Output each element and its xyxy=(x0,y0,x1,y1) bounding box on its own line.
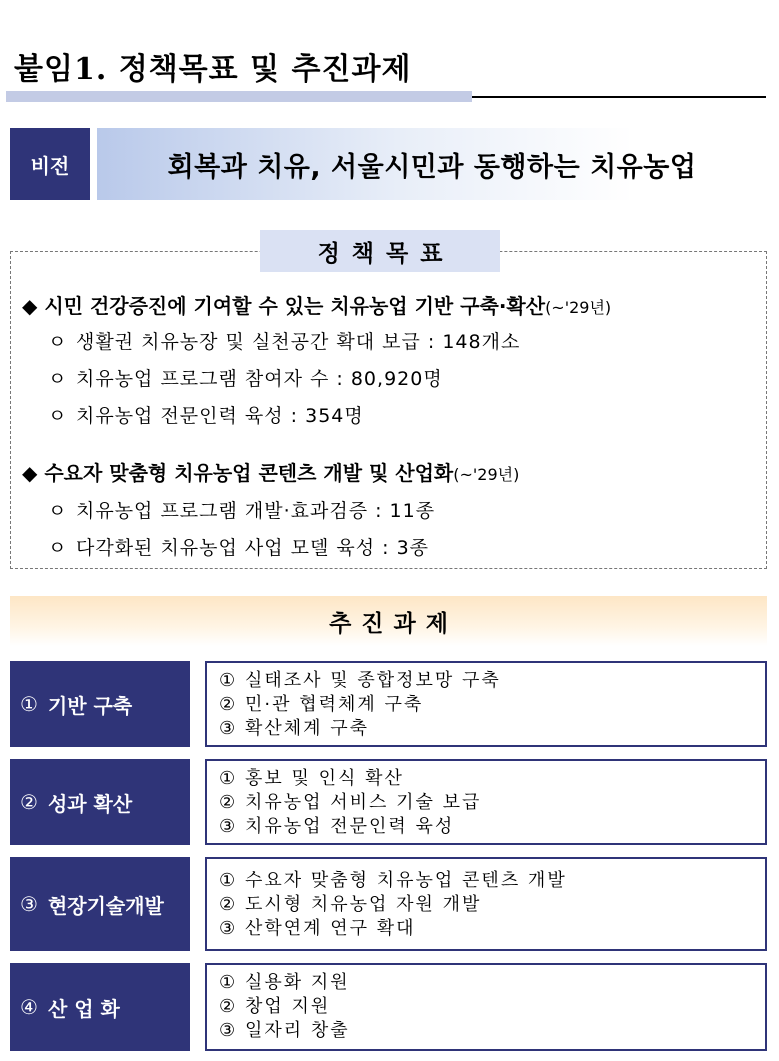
goal-heading-text: 시민 건강증진에 기여할 수 있는 치유농업 기반 구축·확산 xyxy=(44,294,546,318)
task-detail-number: ② xyxy=(219,694,236,715)
task-details-field-tech xyxy=(205,857,767,951)
task-number: ③ xyxy=(20,892,38,916)
goal-item xyxy=(48,496,435,523)
task-number: ① xyxy=(20,692,38,716)
task-detail xyxy=(219,815,765,839)
goal-heading xyxy=(22,457,519,486)
circle-bullet-icon: ㅇ xyxy=(48,500,68,522)
task-detail-text: 치유농업 서비스 기술 보급 xyxy=(245,792,482,813)
diamond-bullet-icon: ◆ xyxy=(22,461,38,485)
diamond-bullet-icon: ◆ xyxy=(22,294,38,318)
task-detail xyxy=(219,791,765,815)
task-detail-text: 민·관 협력체계 구축 xyxy=(245,694,424,715)
task-detail xyxy=(219,717,765,741)
vision-label: 비전 xyxy=(10,128,90,200)
goal-heading xyxy=(22,290,611,319)
task-label-foundation xyxy=(10,661,190,747)
circle-bullet-icon: ㅇ xyxy=(48,537,68,559)
goal-period: (~'29년) xyxy=(453,465,520,484)
task-detail-number: ③ xyxy=(219,816,236,837)
task-label-industrialization xyxy=(10,963,190,1051)
circle-bullet-icon: ㅇ xyxy=(48,368,68,390)
circle-bullet-icon: ㅇ xyxy=(48,331,68,353)
task-detail xyxy=(219,971,765,995)
title-underline-rule xyxy=(472,96,766,98)
goal-item-text: 치유농업 전문인력 육성 : 354명 xyxy=(76,405,364,427)
task-detail xyxy=(219,693,765,717)
goal-item xyxy=(48,401,364,428)
task-detail-number: ① xyxy=(219,670,236,691)
task-detail-number: ③ xyxy=(219,918,236,939)
task-detail-text: 홍보 및 인식 확산 xyxy=(245,768,404,789)
goal-item xyxy=(48,327,520,354)
task-detail-text: 도시형 치유농업 자원 개발 xyxy=(245,894,482,915)
goal-item-text: 다각화된 치유농업 사업 모델 육성 : 3종 xyxy=(76,537,430,559)
task-detail-text: 산학연계 연구 확대 xyxy=(245,918,416,939)
tasks-header: 추진과제 xyxy=(10,596,767,646)
task-detail-number: ② xyxy=(219,792,236,813)
task-detail xyxy=(219,869,765,893)
policy-goals-header: 정책목표 xyxy=(260,230,500,272)
task-label-text: 성과 확산 xyxy=(47,791,133,816)
task-detail-text: 치유농업 전문인력 육성 xyxy=(245,816,455,837)
task-details-industrialization xyxy=(205,963,767,1051)
task-detail-text: 확산체계 구축 xyxy=(245,718,370,739)
task-details-foundation xyxy=(205,661,767,747)
task-label-outcomes xyxy=(10,759,190,845)
goal-item-text: 생활권 치유농장 및 실천공간 확대 보급 : 148개소 xyxy=(76,331,521,353)
goal-item-text: 치유농업 프로그램 참여자 수 : 80,920명 xyxy=(76,368,443,390)
task-detail-text: 실용화 지원 xyxy=(245,972,350,993)
task-detail-number: ① xyxy=(219,870,236,891)
task-detail xyxy=(219,1019,765,1043)
task-detail xyxy=(219,917,765,941)
task-label-text: 산 업 화 xyxy=(47,996,120,1021)
task-label-text: 현장기술개발 xyxy=(47,893,164,918)
task-detail xyxy=(219,893,765,917)
task-detail-number: ① xyxy=(219,768,236,789)
goal-period: (~'29년) xyxy=(545,298,612,317)
task-detail-number: ① xyxy=(219,972,236,993)
vision-statement: 회복과 치유, 서울시민과 동행하는 치유농업 xyxy=(97,128,767,200)
task-detail-number: ② xyxy=(219,996,236,1017)
task-detail xyxy=(219,669,765,693)
task-detail xyxy=(219,767,765,791)
goal-item-text: 치유농업 프로그램 개발·효과검증 : 11종 xyxy=(76,500,436,522)
task-label-text: 기반 구축 xyxy=(47,693,133,718)
task-label-field-tech xyxy=(10,857,190,951)
task-number: ② xyxy=(20,790,38,814)
task-detail xyxy=(219,995,765,1019)
task-details-outcomes xyxy=(205,759,767,845)
goal-heading-text: 수요자 맞춤형 치유농업 콘텐츠 개발 및 산업화 xyxy=(44,461,454,485)
title-underline-bar xyxy=(6,91,472,102)
task-detail-number: ③ xyxy=(219,718,236,739)
task-number: ④ xyxy=(20,995,38,1019)
page-title: 붙임1. 정책목표 및 추진과제 xyxy=(14,52,412,87)
task-detail-text: 실태조사 및 종합정보망 구축 xyxy=(245,670,501,691)
goal-item xyxy=(48,533,429,560)
task-detail-text: 일자리 창출 xyxy=(245,1020,350,1041)
task-detail-text: 창업 지원 xyxy=(245,996,331,1017)
task-detail-number: ② xyxy=(219,894,236,915)
circle-bullet-icon: ㅇ xyxy=(48,405,68,427)
task-detail-number: ③ xyxy=(219,1020,236,1041)
task-detail-text: 수요자 맞춤형 치유농업 콘텐츠 개발 xyxy=(245,870,567,891)
goal-item xyxy=(48,364,443,391)
